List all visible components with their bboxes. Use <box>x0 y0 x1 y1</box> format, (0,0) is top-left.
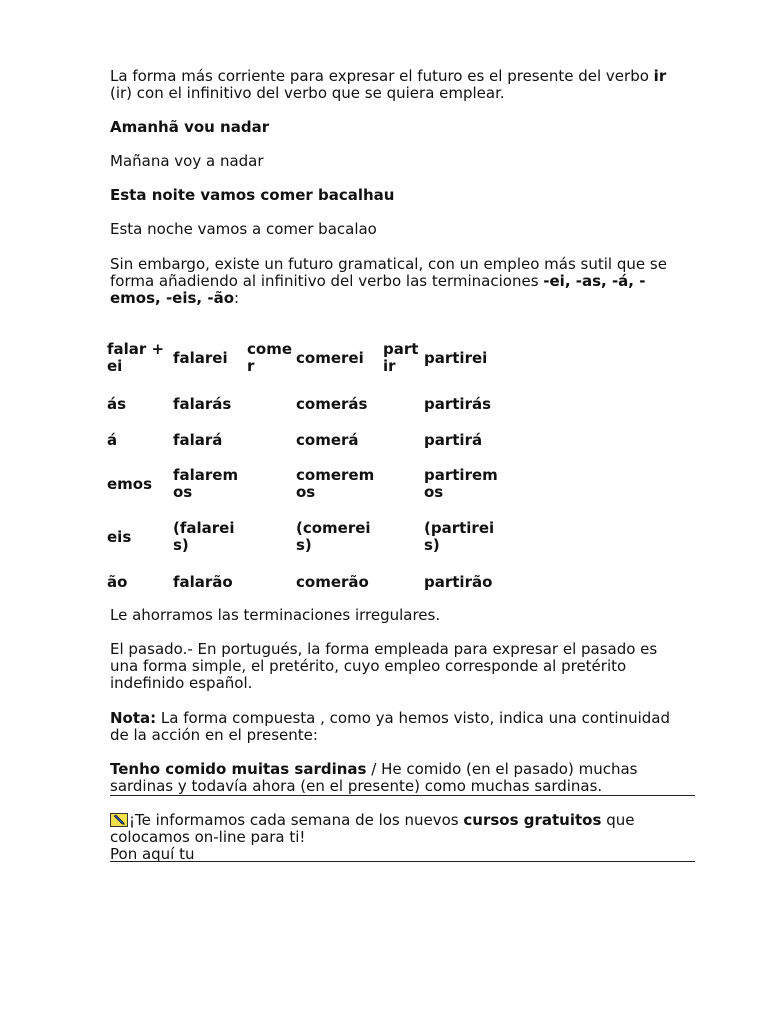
divider <box>110 795 695 796</box>
note-paragraph: Nota: La forma compuesta , como ya hemos visto, indica una continuidad de la acción en el presente: <box>110 709 670 744</box>
table-cell: come r <box>247 340 292 375</box>
table-cell: (partirei s) <box>424 519 495 554</box>
table-cell: (comerei s) <box>296 519 371 554</box>
table-cell: ás <box>107 395 127 413</box>
table-cell: falarão <box>173 573 233 591</box>
example-1-portuguese: Amanhã vou nadar <box>110 118 270 136</box>
table-cell: partirão <box>424 573 493 591</box>
table-cell: ão <box>107 573 128 591</box>
table-cell: falará <box>173 431 223 449</box>
table-cell: comerás <box>296 395 368 413</box>
table-cell: falar + ei <box>107 340 165 375</box>
sardines-paragraph: Tenho comido muitas sardinas / He comido (en el pasado) muchas sardinas y todavía ahora (en el presente) como muchas sardinas. <box>110 760 638 795</box>
intro-paragraph: La forma más corriente para expresar el futuro es el presente del verbo ir (ir) con el infinitivo del verbo que se quiera emplear. <box>110 67 667 102</box>
pencil-icon <box>110 813 128 827</box>
divider <box>110 861 695 862</box>
table-cell: partirás <box>424 395 492 413</box>
table-cell: á <box>107 431 118 449</box>
table-cell: partirá <box>424 431 483 449</box>
table-cell: comerão <box>296 573 369 591</box>
table-cell: comerem os <box>296 466 375 501</box>
example-2-spanish: Esta noche vamos a comer bacalao <box>110 220 377 238</box>
irregular-note: Le ahorramos las terminaciones irregulares. <box>110 606 441 624</box>
table-cell: comerá <box>296 431 359 449</box>
table-cell: comerei <box>296 349 364 367</box>
table-cell: eis <box>107 528 132 546</box>
table-cell: emos <box>107 475 153 493</box>
table-cell: falarei <box>173 349 228 367</box>
example-2-portuguese: Esta noite vamos comer bacalhau <box>110 186 395 204</box>
table-cell: partirem os <box>424 466 498 501</box>
table-cell: (falarei s) <box>173 519 235 554</box>
table-cell: partirei <box>424 349 488 367</box>
table-cell: falarás <box>173 395 232 413</box>
signup-link[interactable]: Pon aquí tu <box>110 845 195 863</box>
future-paragraph: Sin embargo, existe un futuro gramatical, con un empleo más sutil que se forma añadiendo al infinitivo del verbo las terminaciones -ei, -as, -á, - emos, -eis, -ão: <box>110 255 667 307</box>
past-paragraph: El pasado.- En portugués, la forma empleada para expresar el pasado es una forma simple, el pretérito, cuyo empleo corresponde al pretérito indefinido español. <box>110 640 658 692</box>
table-cell: falarem os <box>173 466 239 501</box>
promo-paragraph: ¡Te informamos cada semana de los nuevos cursos gratuitos que colocamos on-line para ti! Pon aquí tu <box>110 811 635 863</box>
example-1-spanish: Mañana voy a nadar <box>110 152 264 170</box>
table-cell: part ir <box>383 340 419 375</box>
